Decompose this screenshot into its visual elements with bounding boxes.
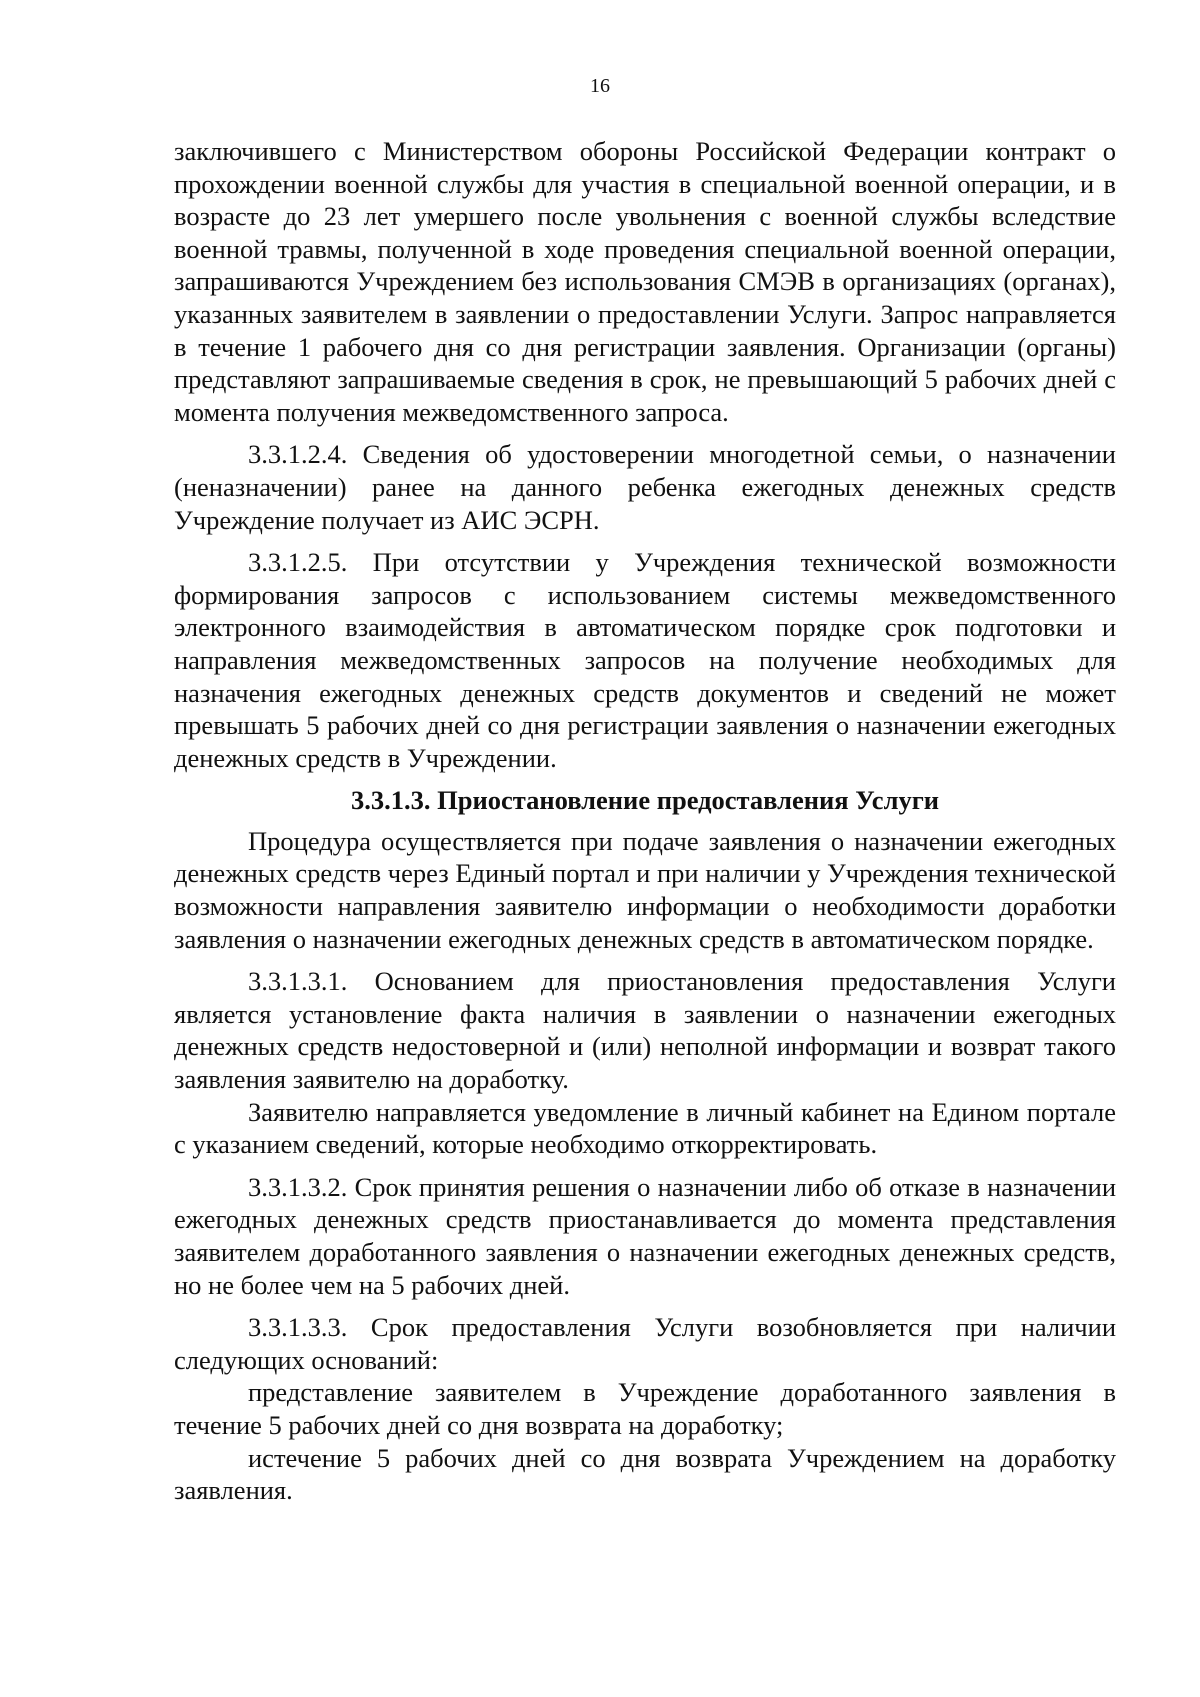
document-body <box>174 135 1116 1507</box>
paragraph-intro: заключившего с Министерством обороны Российской Федерации контракт о прохождении военной службы для участия в специальной военной операции, и в возрасте до 23 лет умершего после увольнения с военной службы вследствие военной травмы, полученной в ходе проведения специальной военной операции, запрашиваются Учреждением без использования СМЭВ в организациях (органах), указанных заявителем в заявлении о предоставлении Услуги. Запрос направляется в течение 1 рабочего дня со дня регистрации заявления. Организации (органы) представляют запрашиваемые сведения в срок, не превышающий 5 рабочих дней с момента получения межведомственного запроса. <box>174 136 1116 427</box>
paragraph-3-3-1-2-5: 3.3.1.2.5. При отсутствии у Учреждения технической возможности формирования запросов с использованием системы межведомственного электронного взаимодействия в автоматическом порядке срок подготовки и направления межведомственных запросов на получение необходимых для назначения ежегодных денежных средств документов и сведений не может превышать 5 рабочих дней со дня регистрации заявления о назначении ежегодных денежных средств в Учреждении. <box>174 547 1116 773</box>
paragraph-ground-1: представление заявителем в Учреждение доработанного заявления в течение 5 рабочих дней со дня возврата на доработку; <box>174 1377 1116 1440</box>
paragraph-notification: Заявителю направляется уведомление в личный кабинет на Едином портале с указанием сведений, которые необходимо откорректировать. <box>174 1096 1116 1160</box>
paragraph-procedure: Процедура осуществляется при подаче заявления о назначении ежегодных денежных средств через Единый портал и при наличии у Учреждения технической возможности направления заявителю информации о необходимости доработки заявления о назначении ежегодных денежных средств в автоматическом порядке. <box>174 825 1116 954</box>
paragraph-ground-2: истечение 5 рабочих дней со дня возврата Учреждением на доработку заявления. <box>174 1442 1116 1506</box>
paragraph-3-3-1-3-2: 3.3.1.3.2. Срок принятия решения о назначении либо об отказе в назначении ежегодных денежных средств приостанавливается до момента представления заявителем доработанного заявления о назначении ежегодных денежных средств, но не более чем на 5 рабочих дней. <box>174 1171 1116 1300</box>
page-number: 16 <box>590 75 610 97</box>
paragraph-3-3-1-3-1: 3.3.1.3.1. Основанием для приостановления предоставления Услуги является установление факта наличия в заявлении о назначении ежегодных денежных средств недостоверной и (или) неполной информации и возврат такого заявления заявителю на доработку. <box>174 966 1116 1095</box>
paragraph-3-3-1-3-3: 3.3.1.3.3. Срок предоставления Услуги возобновляется при наличии следующих оснований: <box>174 1312 1116 1375</box>
section-heading: 3.3.1.3. Приостановление предоставления Услуги <box>350 785 939 816</box>
paragraph-3-3-1-2-4: 3.3.1.2.4. Сведения об удостоверении многодетной семьи, о назначении (неназначении) ранее на данного ребенка ежегодных денежных средств Учреждение получает из АИС ЭСРН. <box>174 439 1116 535</box>
